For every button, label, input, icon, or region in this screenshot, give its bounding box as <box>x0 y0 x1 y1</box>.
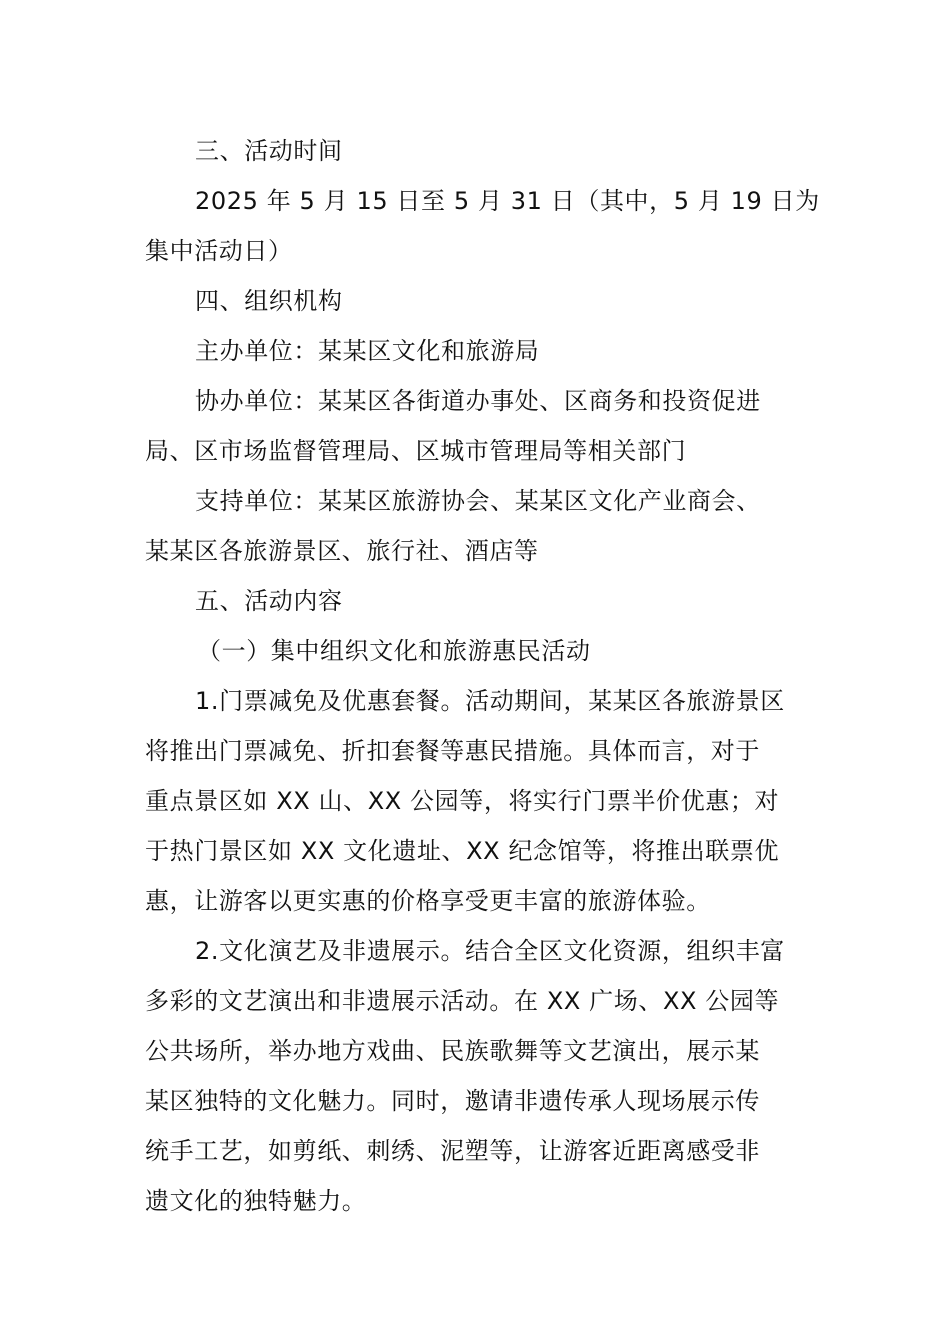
section-heading-activity-content: 五、活动内容 <box>195 587 343 615</box>
paragraph-activity-dates-cont: 集中活动日） <box>145 237 293 265</box>
paragraph-cultural-performance-cont: 多彩的文艺演出和非遗展示活动。在 XX 广场、XX 公园等 <box>145 987 780 1015</box>
paragraph-support-units-cont: 某某区各旅游景区、旅行社、酒店等 <box>145 537 539 565</box>
paragraph-cultural-performance-cont: 统手工艺，如剪纸、刺绣、泥塑等，让游客近距离感受非 <box>145 1137 760 1165</box>
paragraph-co-host-units: 协办单位：某某区各街道办事处、区商务和投资促进 <box>195 387 761 415</box>
paragraph-host-unit: 主办单位：某某区文化和旅游局 <box>195 337 540 365</box>
paragraph-cultural-performance-cont: 公共场所，举办地方戏曲、民族歌舞等文艺演出，展示某 <box>145 1037 760 1065</box>
paragraph-activity-dates: 2025 年 5 月 15 日至 5 月 31 日（其中，5 月 19 日为 <box>195 187 820 215</box>
paragraph-support-units: 支持单位：某某区旅游协会、某某区文化产业商会、 <box>195 487 761 515</box>
paragraph-cultural-performance-cont: 某区独特的文化魅力。同时，邀请非遗传承人现场展示传 <box>145 1087 760 1115</box>
paragraph-cultural-performance-cont: 遗文化的独特魅力。 <box>145 1187 367 1215</box>
section-heading-organization: 四、组织机构 <box>195 287 343 315</box>
paragraph-ticket-discount-cont: 于热门景区如 XX 文化遗址、XX 纪念馆等，将推出联票优 <box>145 837 780 865</box>
paragraph-ticket-discount-cont: 重点景区如 XX 山、XX 公园等，将实行门票半价优惠；对 <box>145 787 780 815</box>
paragraph-co-host-units-cont: 局、区市场监督管理局、区城市管理局等相关部门 <box>145 437 687 465</box>
document-page <box>145 126 820 1226</box>
section-heading-activity-time: 三、活动时间 <box>195 137 343 165</box>
paragraph-cultural-performance: 2.文化演艺及非遗展示。结合全区文化资源，组织丰富 <box>195 937 785 965</box>
subsection-heading-1: （一）集中组织文化和旅游惠民活动 <box>197 637 591 665</box>
paragraph-ticket-discount-cont: 将推出门票减免、折扣套餐等惠民措施。具体而言，对于 <box>145 737 760 765</box>
paragraph-ticket-discount-cont: 惠，让游客以更实惠的价格享受更丰富的旅游体验。 <box>145 887 711 915</box>
paragraph-ticket-discount: 1.门票减免及优惠套餐。活动期间，某某区各旅游景区 <box>195 687 785 715</box>
